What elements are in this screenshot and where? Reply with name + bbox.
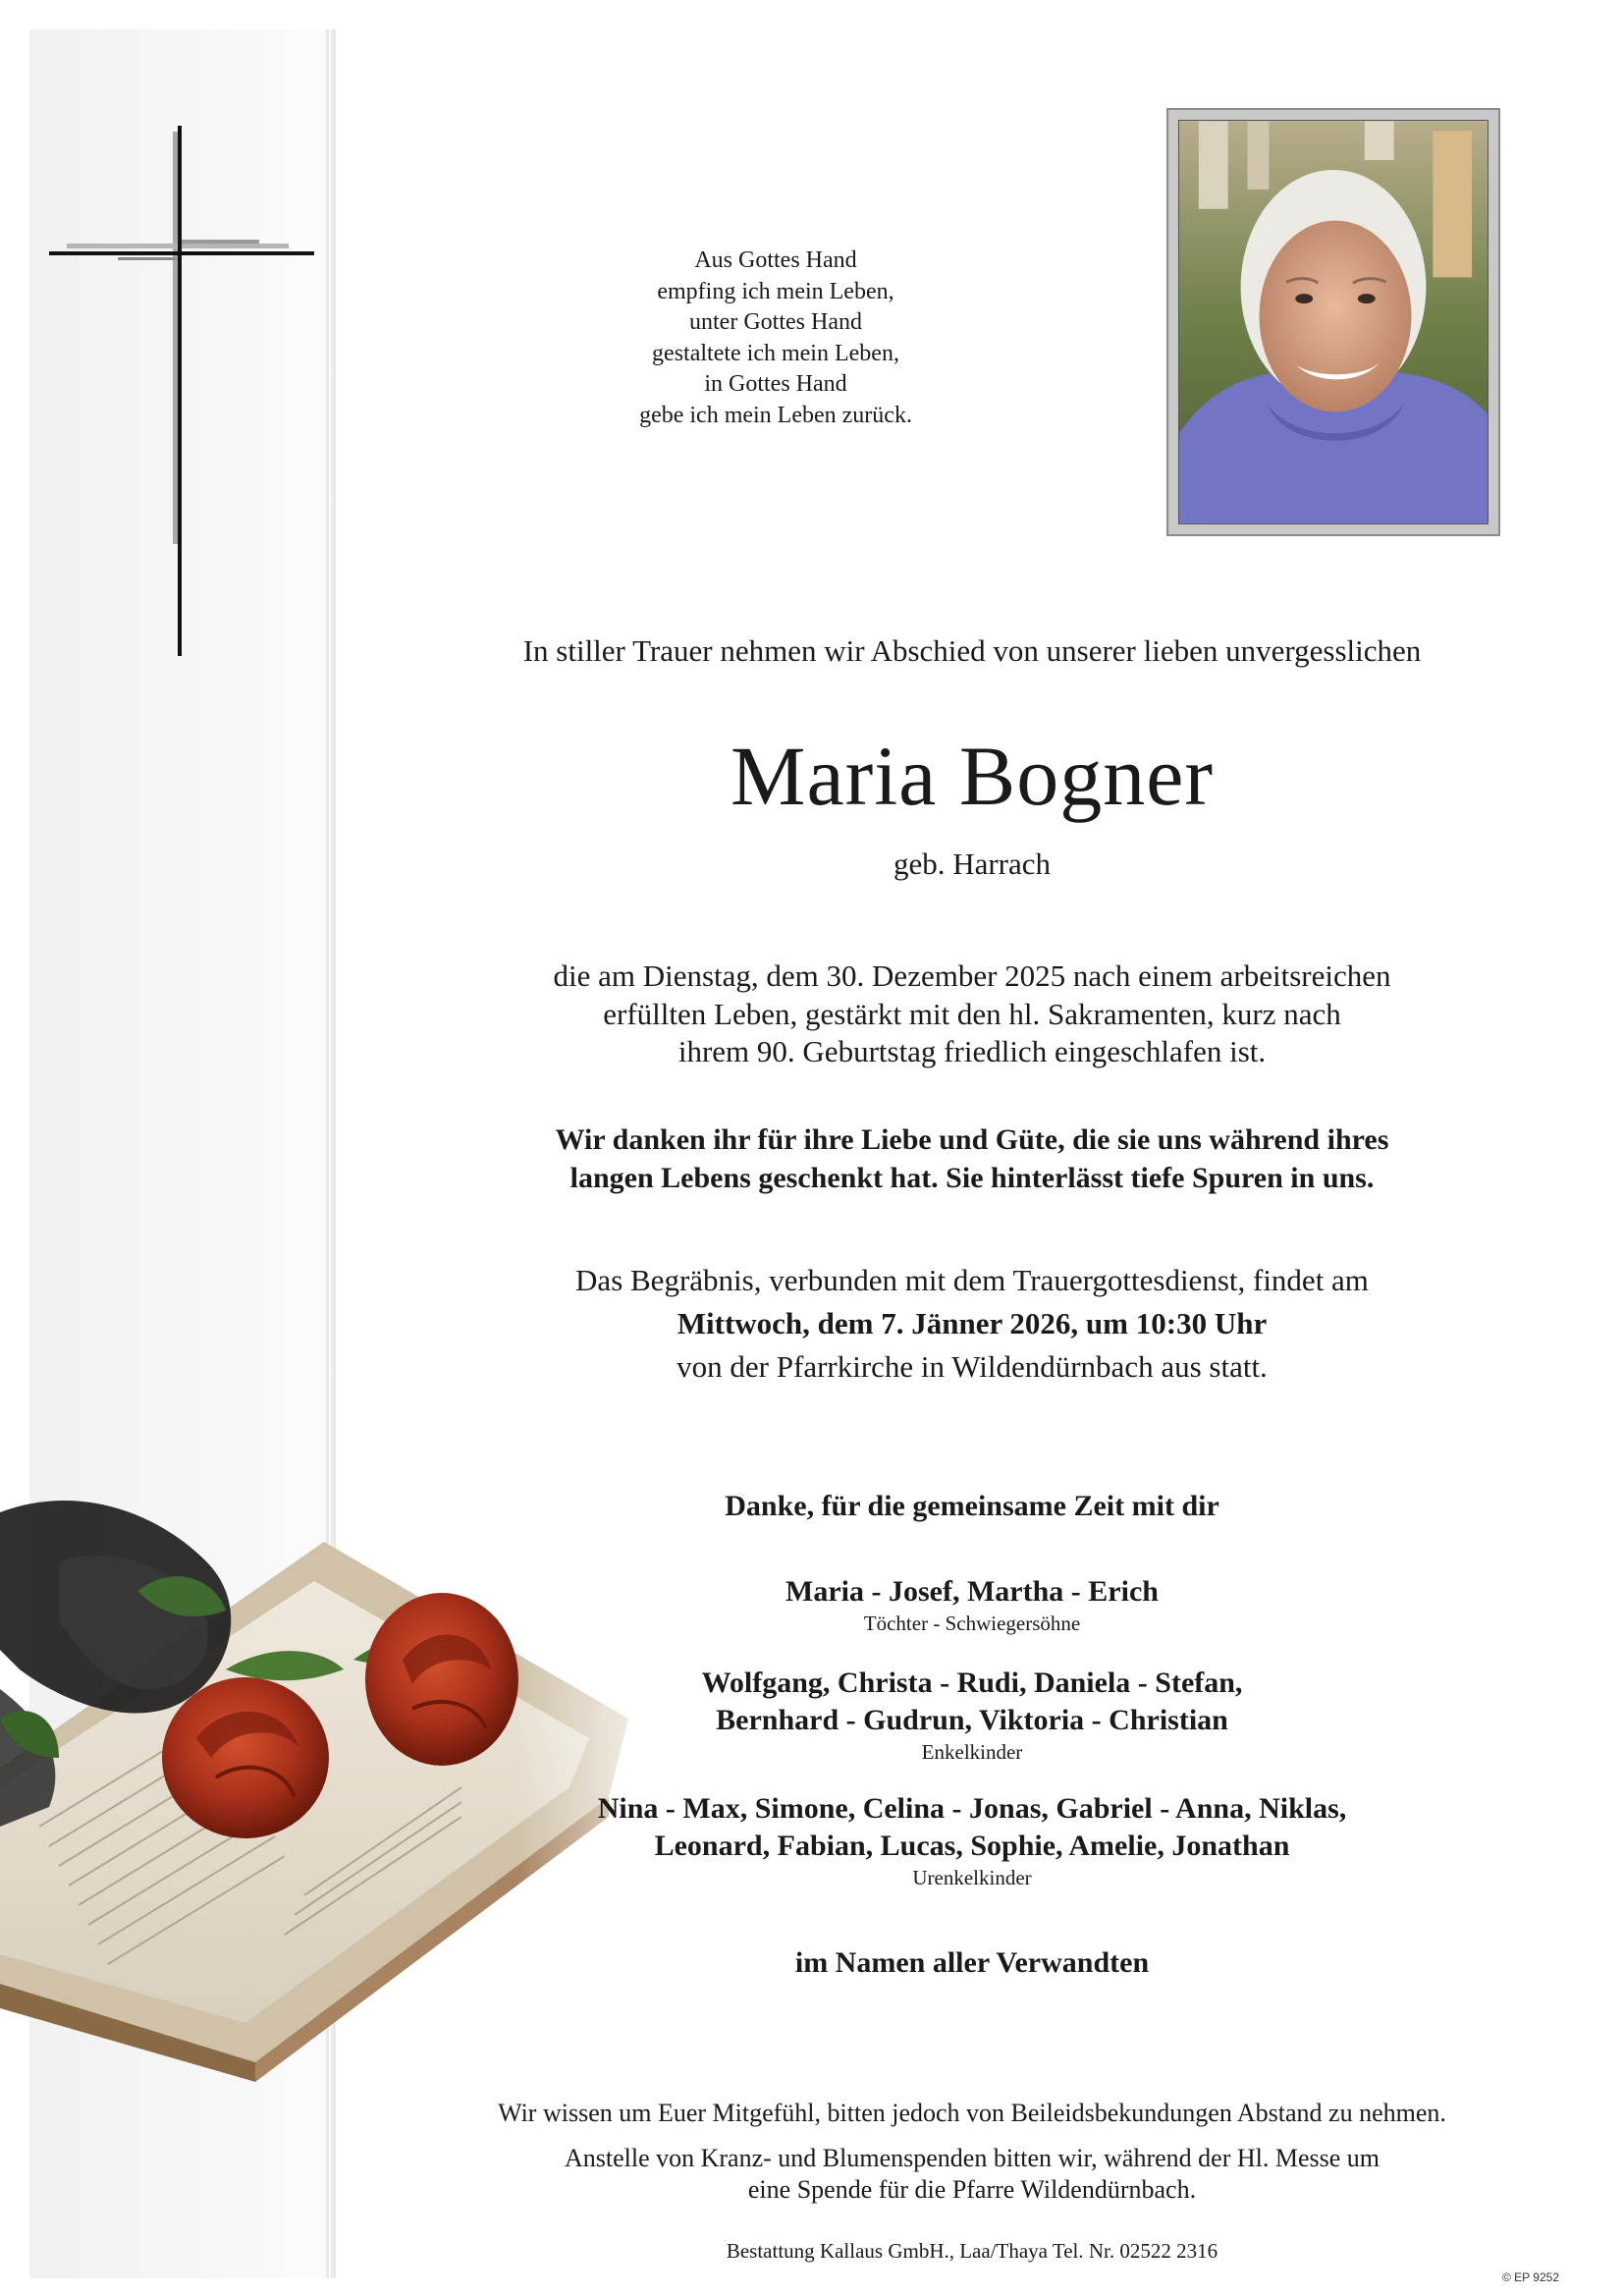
funeral-location: von der Pfarrkirche in Wildendürnbach aus statt. (677, 1349, 1268, 1384)
family-names: Wolfgang, Christa - Rudi, Daniela - Stefan, (701, 1667, 1243, 1699)
portrait-photo (1178, 120, 1489, 524)
danke-heading: Danke, für die gemeinsame Zeit mit dir (725, 1490, 1219, 1522)
family-group-daughters (491, 1573, 1453, 1636)
family-names: Nina - Max, Simone, Celina - Jonas, Gabriel - Anna, Niklas, (597, 1792, 1347, 1825)
death-line: erfüllten Leben, gestärkt mit den hl. Sakramenten, kurz nach (603, 996, 1341, 1031)
family-role: Enkelkinder (921, 1740, 1023, 1764)
poem (550, 246, 1001, 431)
condolence-note: Wir wissen um Euer Mitgefühl, bitten jedoch von Beileidsbekundungen Abstand zu nehmen. (498, 2099, 1446, 2127)
family-names: Maria - Josef, Martha - Erich (785, 1575, 1159, 1608)
maiden-name: geb. Harrach (893, 847, 1052, 881)
thanks-line: Wir danken ihr für ihre Liebe und Güte, die sie uns während ihres (555, 1123, 1389, 1156)
death-line: ihrem 90. Geburtstag friedlich eingeschlafen ist. (677, 1034, 1267, 1068)
poem-line: gebe ich mein Leben zurück. (639, 402, 912, 428)
poem-line: empfing ich mein Leben, (657, 278, 894, 304)
thanks-line: langen Lebens geschenkt hat. Sie hinterlässt tiefe Spuren in uns. (569, 1161, 1375, 1194)
death-announcement (432, 957, 1512, 1071)
donation-line: Anstelle von Kranz- und Blumenspenden bitten wir, während der Hl. Messe um (564, 2144, 1380, 2172)
poem-line: gestaltete ich mein Leben, (652, 340, 899, 366)
funeral-line: Das Begräbnis, verbunden mit dem Trauergottesdienst, findet am (575, 1263, 1369, 1297)
funeral-info (432, 1259, 1512, 1389)
poem-line: in Gottes Hand (704, 371, 847, 397)
poem-line: Aus Gottes Hand (694, 247, 857, 273)
death-line: die am Dienstag, dem 30. Dezember 2025 nach einem arbeitsreichen (553, 958, 1391, 993)
thanks-paragraph (432, 1121, 1512, 1197)
template-code: © EP 9252 (1502, 2270, 1559, 2284)
family-role: Urenkelkinder (912, 1866, 1032, 1889)
in-name-of-relatives: im Namen aller Verwandten (794, 1946, 1150, 1979)
donation-line: eine Spende für die Pfarre Wildendürnbach. (747, 2175, 1197, 2204)
deceased-name: Maria Bogner (730, 729, 1214, 823)
family-group-great-grandchildren (491, 1790, 1453, 1890)
intro-text: In stiller Trauer nehmen wir Abschied von unserer lieben unvergesslichen (522, 633, 1422, 668)
family-group-grandchildren (491, 1665, 1453, 1765)
portrait-frame (1166, 108, 1500, 536)
family-names: Bernhard - Gudrun, Viktoria - Christian (716, 1704, 1228, 1736)
family-role: Töchter - Schwiegersöhne (863, 1612, 1081, 1635)
family-names: Leonard, Fabian, Lucas, Sophie, Amelie, Jonathan (654, 1830, 1290, 1862)
cross-icon (49, 126, 314, 656)
donation-note (412, 2143, 1532, 2206)
poem-line: unter Gottes Hand (689, 309, 862, 335)
funeral-home-footer: Bestattung Kallaus GmbH., Laa/Thaya Tel. Nr. 02522 2316 (726, 2239, 1218, 2263)
funeral-date: Mittwoch, dem 7. Jänner 2026, um 10:30 Uhr (677, 1306, 1268, 1340)
